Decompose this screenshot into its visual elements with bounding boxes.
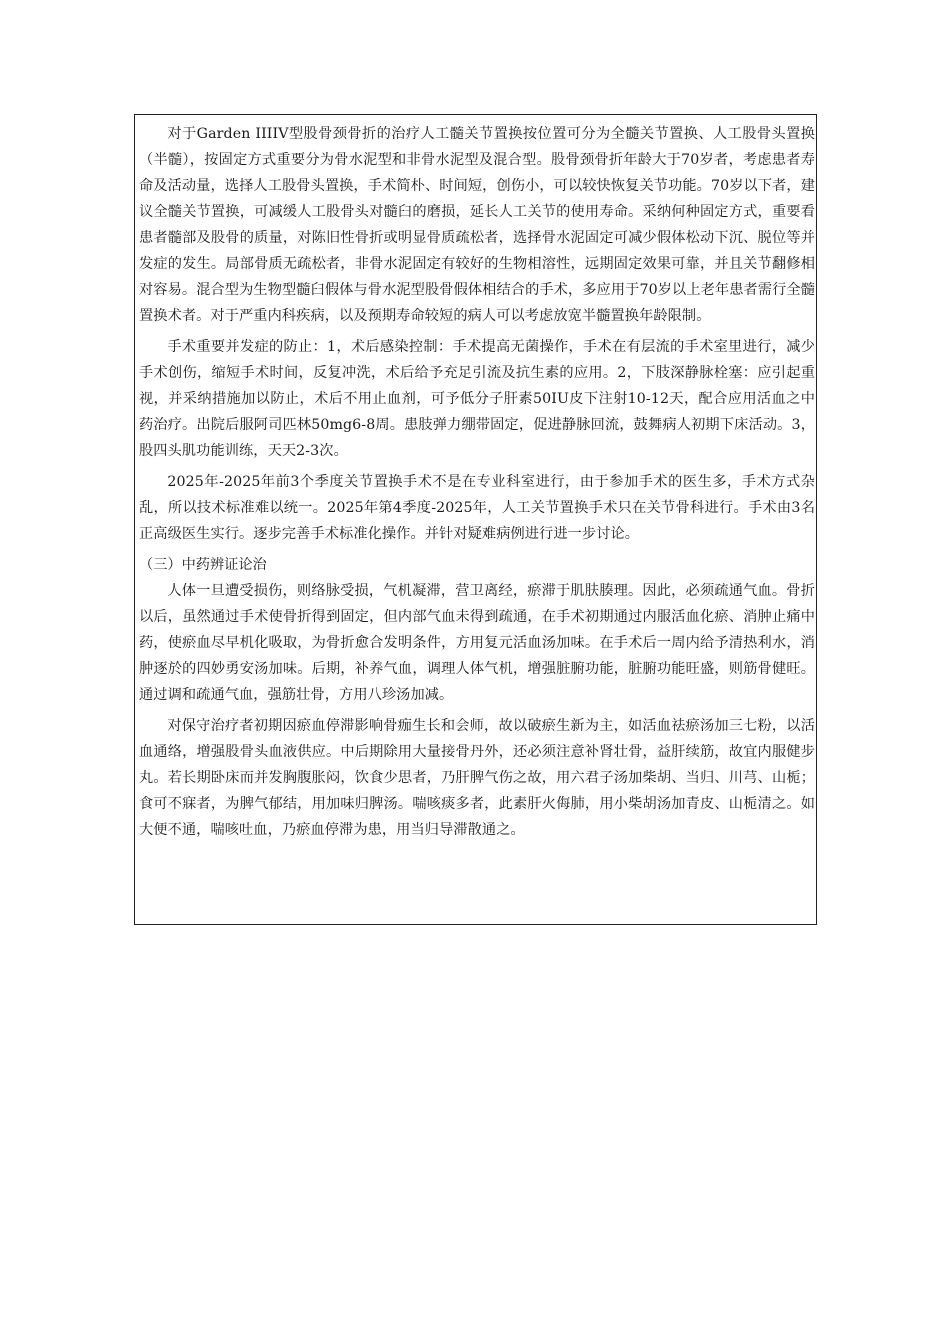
paragraph-hip-replacement: 对于Garden IIIIV型股骨颈骨折的治疗人工髓关节置换按位置可分为全髓关节置换、人工股骨头置换（半髓），按固定方式重要分为骨水泥型和非骨水泥型及混合型。股骨颈骨折年龄大于70岁者，考虑患者寿命及活动量，选择人工股骨头置换，手术简朴、时间短，创伤小，可以较快恢复关节功能。70岁以下者，建议全髓关节置换，可减缓人工股骨头对髓臼的磨损，延长人工关节的使用寿命。采纳何种固定方式，重要看患者髓部及股骨的质量，对陈旧性骨折或明显骨质疏松者，选择骨水泥固定可减少假体松动下沉、脱位等并发症的发生。局部骨质无疏松者，非骨水泥固定有较好的生物相溶性，远期固定效果可靠，并且关节翻修相对容易。混合型为生物型髓臼假体与骨水泥型股骨假体相结合的手术，多应用于70岁以上老年患者需行全髓置换术者。对于严重内科疾病，以及预期寿命较短的病人可以考虑放宽半髓置换年龄限制。 xyxy=(139,126,815,324)
paragraph-surgery-history: 2025年-2025年前3个季度关节置换手术不是在专业科室进行，由于参加手术的医生多，手术方式杂乱，所以技术标准难以统一。2025年第4季度-2025年，人工关节置换手术只在关节骨科进行。手术由3名正高级医生实行。逐步完善手术标准化操作。并针对疑难病例进行进一步讨论。 xyxy=(139,474,815,542)
document-table-cell xyxy=(134,114,817,925)
paragraph-conservative-treatment: 对保守治疗者初期因瘀血停滞影响骨痂生长和会师，故以破瘀生新为主，如活血祛瘀汤加三七粉，以活血通络，增强股骨头血液供应。中后期除用大量接骨丹外，还必须注意补肾壮骨，益肝续筋，故宜内服健步丸。若长期卧床而并发胸腹胀闷，饮食少思者，乃肝脾气伤之故，用六君子汤加柴胡、当归、川芎、山栀；食可不寐者，为脾气郁结，用加味归脾汤。喘咳痰多者，此素肝火侮肺，用小柴胡汤加青皮、山栀清之。如大便不通，喘咳吐血，乃瘀血停滞为患，用当归导滞散通之。 xyxy=(139,718,815,838)
section-heading: （三）中药辨证论治 xyxy=(139,557,267,573)
paragraph-tcm-treatment: 人体一旦遭受损伤，则络脉受损，气机凝滞，营卫离经，瘀滞于肌肤腠理。因此，必须疏通气血。骨折以后，虽然通过手术使骨折得到固定，但内部气血未得到疏通，在手术初期通过内服活血化瘀、消肿止痛中药，使瘀血尽早机化吸取，为骨折愈合发明条件，方用复元活血汤加味。在手术后一周内给予清热利水，消肿逐於的四妙勇安汤加味。后期，补养气血，调理人体气机，增强脏腑功能，脏腑功能旺盛，则筋骨健旺。通过调和疏通气血，强筋壮骨，方用八珍汤加减。 xyxy=(139,583,815,703)
paragraph-complications: 手术重要并发症的防止：1，术后感染控制：手术提高无菌操作，手术在有层流的手术室里进行，减少手术创伤，缩短手术时间，反复冲洗，术后给予充足引流及抗生素的应用。2，下肢深静脉栓塞：应引起重视，并采纳措施加以防止，术后不用止血剂，可予低分子肝素50IU皮下注射10-12天，配合应用活血之中药治疗。出院后服阿司匹林50mg6-8周。患肢弹力绷带固定，促进静脉回流，鼓舞病人初期下床活动。3，股四头肌功能训练，天天2-3次。 xyxy=(139,339,815,459)
